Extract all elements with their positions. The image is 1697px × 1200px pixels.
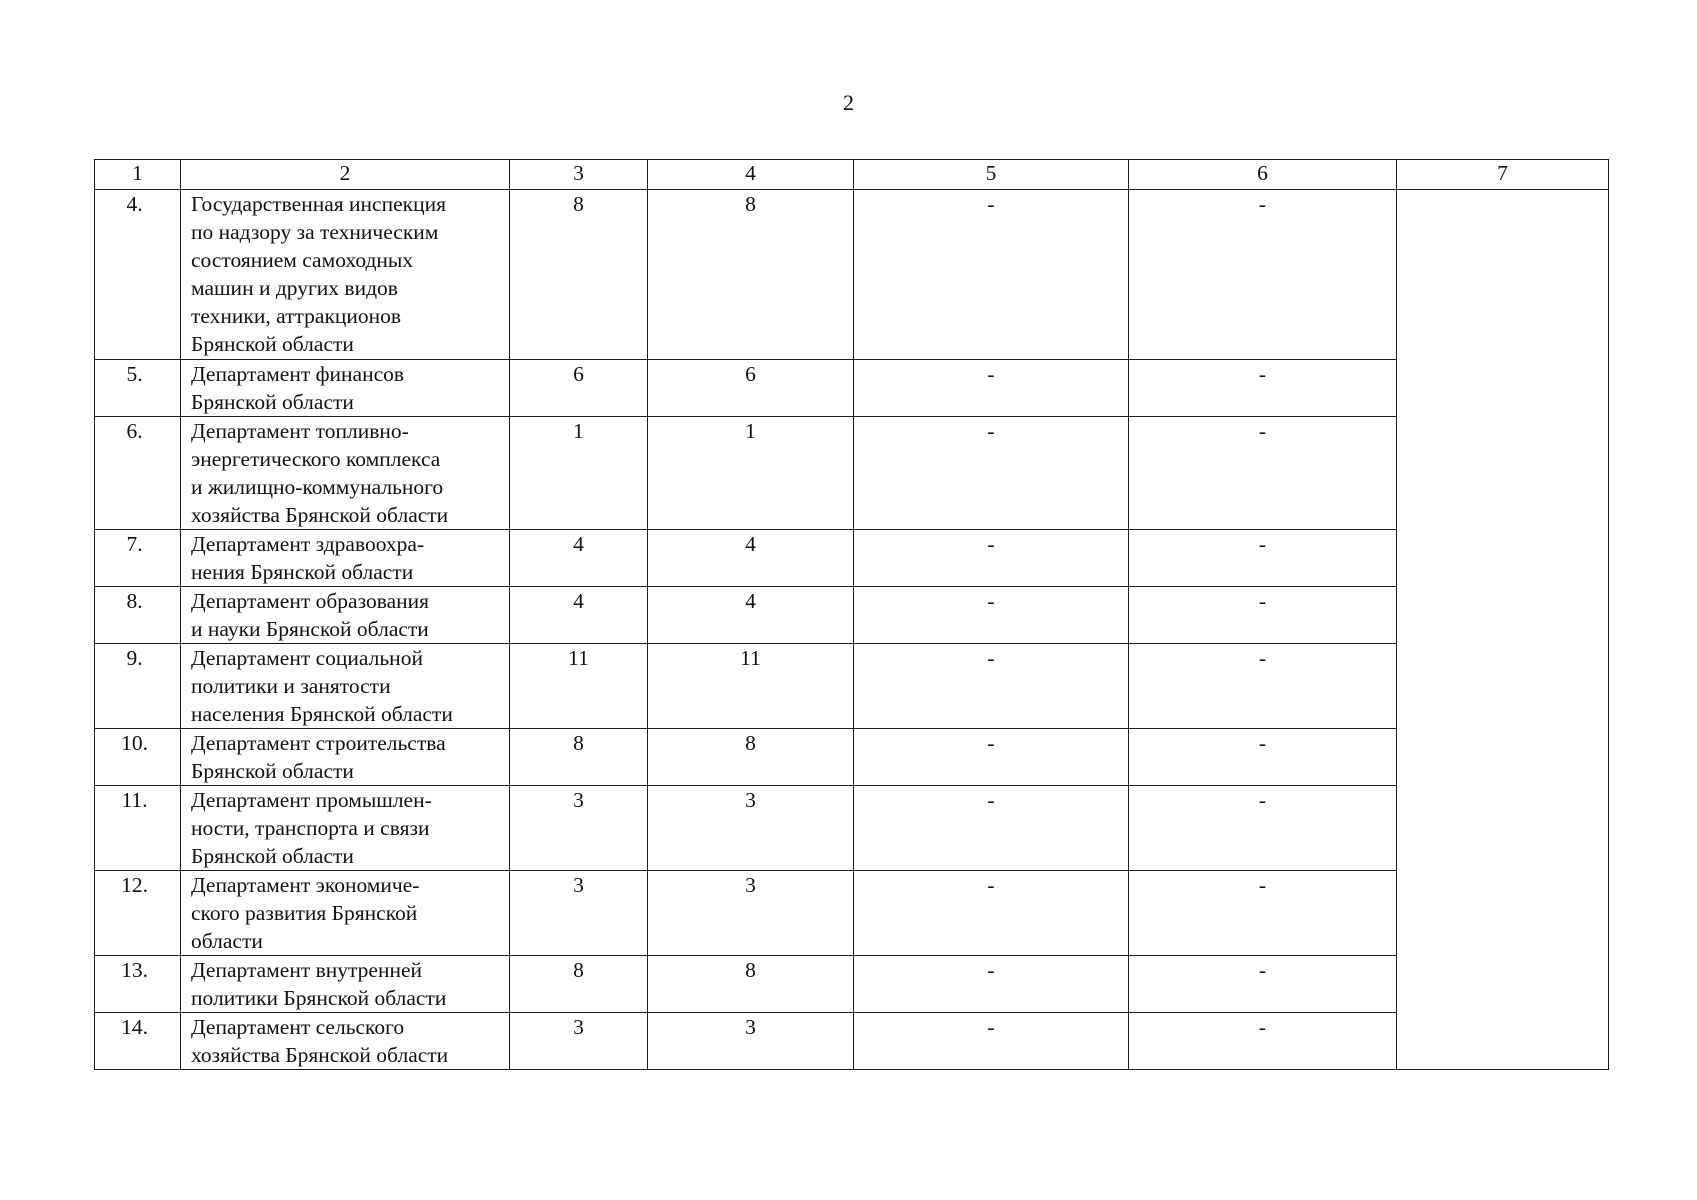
department-name-line: Департамент здравоохра- xyxy=(191,532,425,556)
column-header: 5 xyxy=(854,160,1129,190)
department-name-cell xyxy=(181,587,510,644)
row-number-cell: 10. xyxy=(95,729,181,786)
table-row xyxy=(95,417,1609,530)
value-cell-col4: 1 xyxy=(648,417,854,530)
dash-cell-col6: - xyxy=(1129,530,1397,587)
department-name-line: техники, аттракционов xyxy=(191,304,402,328)
dash-cell-col6: - xyxy=(1129,871,1397,956)
department-name-line: и жилищно-коммунального xyxy=(191,475,444,499)
department-name-line: нения Брянской области xyxy=(191,560,414,584)
department-name-cell xyxy=(181,871,510,956)
column-7-merged-cell xyxy=(1397,190,1609,1070)
dash-cell-col6: - xyxy=(1129,786,1397,871)
department-name-line: состоянием самоходных xyxy=(191,248,414,272)
table-row xyxy=(95,360,1609,417)
department-name-line: Департамент социальной xyxy=(191,646,423,670)
row-number-cell: 9. xyxy=(95,644,181,729)
value-cell-col4: 4 xyxy=(648,587,854,644)
dash-cell-col6: - xyxy=(1129,587,1397,644)
department-name-line: Брянской области xyxy=(191,390,354,414)
value-cell-col4: 3 xyxy=(648,786,854,871)
department-name-line: Брянской области xyxy=(191,844,354,868)
value-cell-col3: 11 xyxy=(510,644,648,729)
row-number-cell: 11. xyxy=(95,786,181,871)
table-header-row xyxy=(95,160,1609,190)
value-cell-col3: 8 xyxy=(510,729,648,786)
department-name-cell xyxy=(181,786,510,871)
row-number-cell: 13. xyxy=(95,956,181,1013)
page-number: 2 xyxy=(843,90,854,115)
dash-cell-col5: - xyxy=(854,587,1129,644)
department-name-cell xyxy=(181,729,510,786)
value-cell-col4: 8 xyxy=(648,729,854,786)
department-name-line: политики и занятости xyxy=(191,674,391,698)
department-name-line: энергетического комплекса xyxy=(191,447,441,471)
row-number-cell: 14. xyxy=(95,1013,181,1070)
table-row xyxy=(95,530,1609,587)
department-name-line: Департамент внутренней xyxy=(191,958,423,982)
table-row xyxy=(95,644,1609,729)
department-name-line: ности, транспорта и связи xyxy=(191,816,430,840)
department-name-line: населения Брянской области xyxy=(191,702,453,726)
department-name-line: хозяйства Брянской области xyxy=(191,1043,449,1067)
row-number-cell: 7. xyxy=(95,530,181,587)
table-row xyxy=(95,956,1609,1013)
value-cell-col3: 3 xyxy=(510,871,648,956)
dash-cell-col5: - xyxy=(854,1013,1129,1070)
table-row xyxy=(95,190,1609,360)
value-cell-col3: 3 xyxy=(510,786,648,871)
row-number-cell: 12. xyxy=(95,871,181,956)
dash-cell-col6: - xyxy=(1129,644,1397,729)
dash-cell-col5: - xyxy=(854,190,1129,360)
dash-cell-col6: - xyxy=(1129,190,1397,360)
value-cell-col4: 6 xyxy=(648,360,854,417)
department-name-cell xyxy=(181,956,510,1013)
value-cell-col3: 1 xyxy=(510,417,648,530)
department-name-line: Департамент образования xyxy=(191,589,430,613)
row-number-cell: 4. xyxy=(95,190,181,360)
dash-cell-col5: - xyxy=(854,729,1129,786)
value-cell-col4: 8 xyxy=(648,956,854,1013)
department-name-line: ского развития Брянской xyxy=(191,901,418,925)
column-header: 4 xyxy=(648,160,854,190)
department-name-line: политики Брянской области xyxy=(191,986,447,1010)
department-name-cell xyxy=(181,417,510,530)
department-name-line: по надзору за техническим xyxy=(191,220,439,244)
value-cell-col3: 3 xyxy=(510,1013,648,1070)
column-header: 3 xyxy=(510,160,648,190)
department-name-cell xyxy=(181,360,510,417)
department-name-line: Департамент финансов xyxy=(191,362,405,386)
dash-cell-col5: - xyxy=(854,530,1129,587)
department-name-line: Брянской области xyxy=(191,759,354,783)
department-name-line: и науки Брянской области xyxy=(191,617,429,641)
dash-cell-col5: - xyxy=(854,360,1129,417)
column-header: 7 xyxy=(1397,160,1609,190)
dash-cell-col5: - xyxy=(854,956,1129,1013)
value-cell-col4: 4 xyxy=(648,530,854,587)
department-name-line: Департамент сельского xyxy=(191,1015,405,1039)
department-name-line: машин и других видов xyxy=(191,276,398,300)
value-cell-col4: 8 xyxy=(648,190,854,360)
value-cell-col3: 4 xyxy=(510,530,648,587)
department-name-cell xyxy=(181,190,510,360)
value-cell-col3: 4 xyxy=(510,587,648,644)
value-cell-col4: 11 xyxy=(648,644,854,729)
table-row xyxy=(95,1013,1609,1070)
table-row xyxy=(95,729,1609,786)
department-name-cell xyxy=(181,530,510,587)
dash-cell-col5: - xyxy=(854,871,1129,956)
value-cell-col4: 3 xyxy=(648,1013,854,1070)
dash-cell-col5: - xyxy=(854,417,1129,530)
department-name-line: Брянской области xyxy=(191,332,354,356)
value-cell-col4: 3 xyxy=(648,871,854,956)
dash-cell-col6: - xyxy=(1129,729,1397,786)
value-cell-col3: 6 xyxy=(510,360,648,417)
department-name-line: Департамент экономиче- xyxy=(191,873,420,897)
dash-cell-col6: - xyxy=(1129,1013,1397,1070)
department-name-line: Департамент промышлен- xyxy=(191,788,432,812)
column-header: 2 xyxy=(181,160,510,190)
dash-cell-col6: - xyxy=(1129,417,1397,530)
row-number-cell: 5. xyxy=(95,360,181,417)
column-header: 1 xyxy=(95,160,181,190)
table-row xyxy=(95,871,1609,956)
dash-cell-col6: - xyxy=(1129,360,1397,417)
department-name-line: Государственная инспекция xyxy=(191,192,446,216)
dash-cell-col6: - xyxy=(1129,956,1397,1013)
department-name-cell xyxy=(181,644,510,729)
dash-cell-col5: - xyxy=(854,786,1129,871)
document-table xyxy=(94,159,1609,1070)
department-name-cell xyxy=(181,1013,510,1070)
value-cell-col3: 8 xyxy=(510,956,648,1013)
department-name-line: хозяйства Брянской области xyxy=(191,503,449,527)
row-number-cell: 6. xyxy=(95,417,181,530)
table-row xyxy=(95,786,1609,871)
column-header: 6 xyxy=(1129,160,1397,190)
department-name-line: области xyxy=(191,929,263,953)
department-name-line: Департамент строительства xyxy=(191,731,446,755)
value-cell-col3: 8 xyxy=(510,190,648,360)
row-number-cell: 8. xyxy=(95,587,181,644)
table-row xyxy=(95,587,1609,644)
dash-cell-col5: - xyxy=(854,644,1129,729)
department-name-line: Департамент топливно- xyxy=(191,419,409,443)
